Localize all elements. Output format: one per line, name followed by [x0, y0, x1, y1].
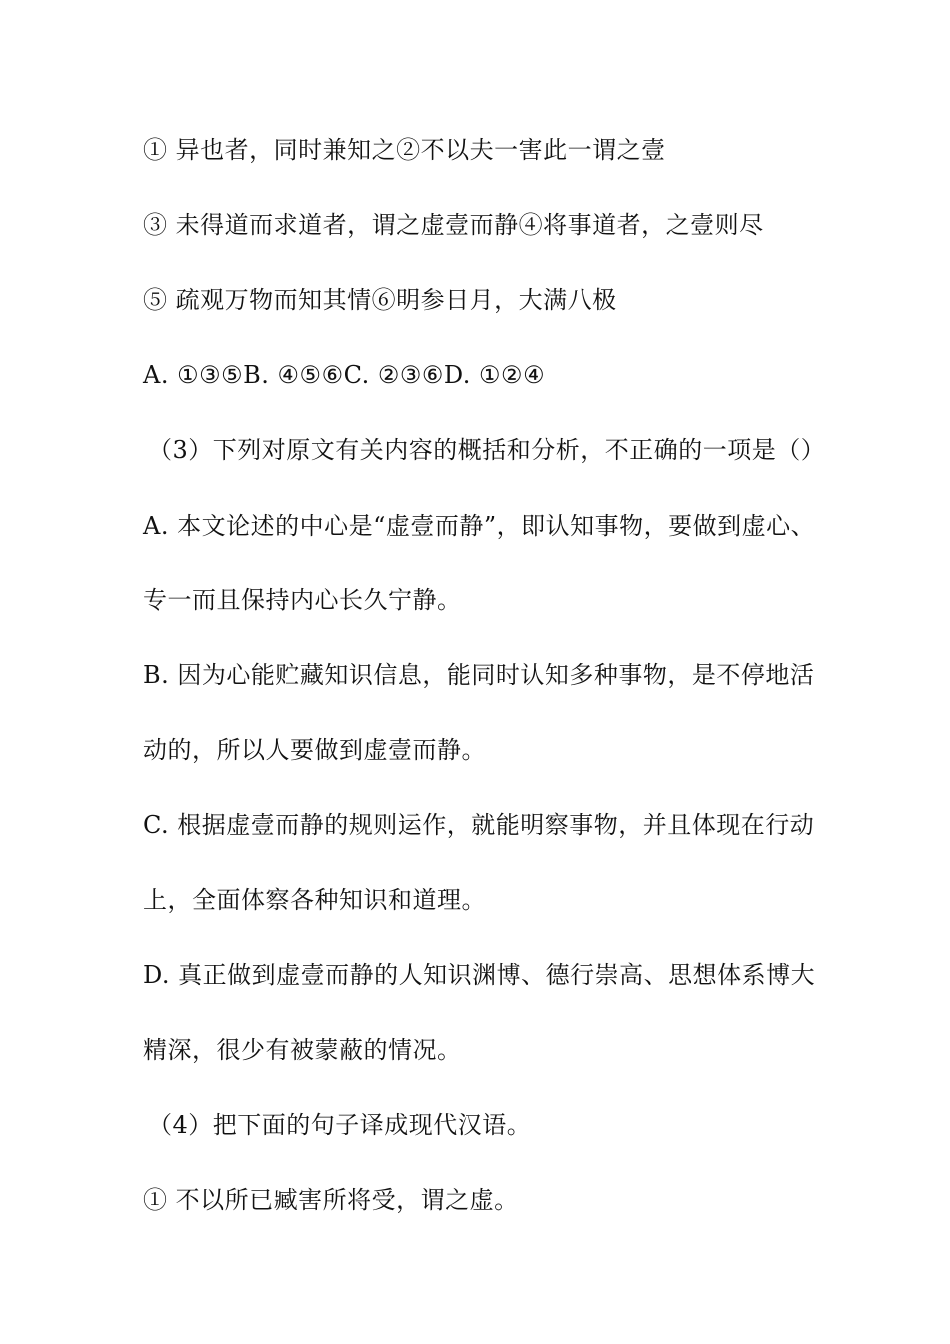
- text-line: ① 异也者，同时兼知之②不以夫一害此一谓之壹: [143, 136, 666, 164]
- question-4-heading: （4）把下面的句子译成现代汉语。: [148, 1111, 532, 1139]
- text-line: ③ 未得道而求道者，谓之虚壹而静④将事道者，之壹则尽: [143, 211, 764, 239]
- option-c-line-1: C. 根据虚壹而静的规则运作，就能明察事物，并且体现在行动: [143, 811, 815, 839]
- option-b-line-2: 动的，所以人要做到虚壹而静。: [143, 736, 486, 764]
- question-3-heading: （3）下列对原文有关内容的概括和分析，不正确的一项是（）: [148, 436, 826, 464]
- text-line: ⑤ 疏观万物而知其情⑥明参日月，大满八极: [143, 286, 617, 314]
- answer-options-line: A. ①③⑤B. ④⑤⑥C. ②③⑥D. ①②④: [143, 361, 546, 389]
- option-d-line-2: 精深，很少有被蒙蔽的情况。: [143, 1036, 462, 1064]
- option-d-line-1: D. 真正做到虚壹而静的人知识渊博、德行崇高、思想体系博大: [143, 961, 816, 989]
- option-b-line-1: B. 因为心能贮藏知识信息，能同时认知多种事物，是不停地活: [143, 661, 815, 689]
- option-a-line-2: 专一而且保持内心长久宁静。: [143, 586, 462, 614]
- translation-sentence-1: ① 不以所已臧害所将受，谓之虚。: [143, 1186, 519, 1214]
- option-a-line-1: A. 本文论述的中心是“虚壹而静”，即认知事物，要做到虚心、: [143, 512, 816, 540]
- option-c-line-2: 上，全面体察各种知识和道理。: [143, 886, 486, 914]
